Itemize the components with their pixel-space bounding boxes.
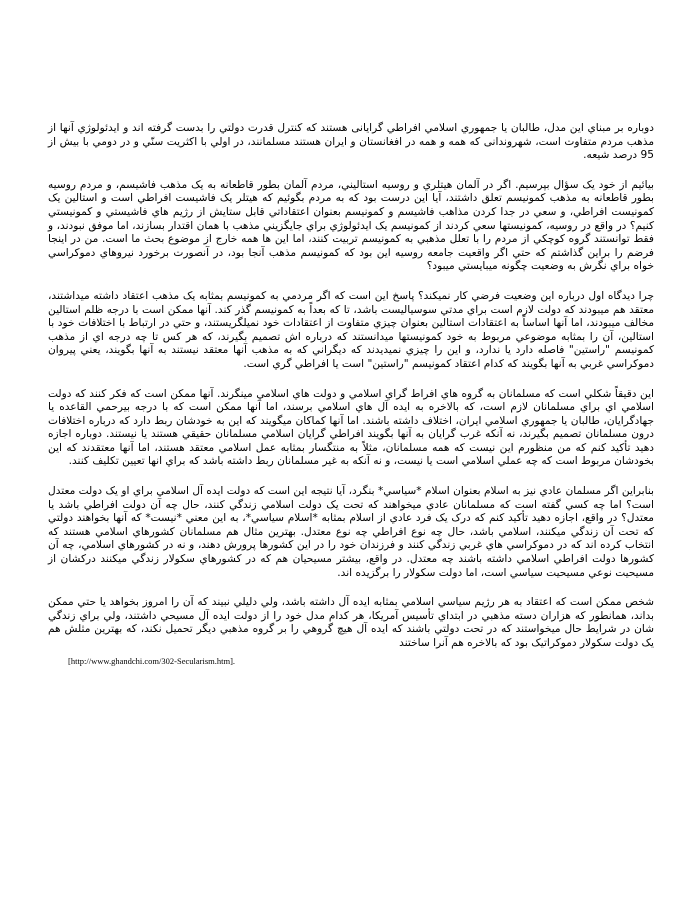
paragraph-5: بنابراين اگر مسلمان عادي نيز به اسلام بعنوان اسلام *سياسي* بنگرد، آيا نتيجه اين است كه دولت ايده آل اسلامي براي او يک دولت معتدل است؟ اما چه كسي گفته است كه مسلمانان عادي ميخواهند كه تحت يک دولت اسلامي زندگي كنند، حال چه آن دولت افراطي باشد يا معتدل؟ در واقع، اجازه دهيد تأكيد كنم كه درک يک فرد عادي از اسلام بمثابه *اسلام سياسي*، به اين معني *نيست* كه آنها بخواهند دولتي كه تحت آن زندگي ميكنند، اسلامي باشد، حال چه نوع افراطي چه نوع معتدل. بهترين مثال هم مسلمانان كشورهاي اسلامي هستند كه انتخاب كرده اند كه در دموكراسي هاي غربي زندگي كنند و فرزندان خود را در اين كشورها پرورش دهند، و نه در كشورهاي اسلامي، چه آن كشورها دولت افراطي اسلامي داشته باشند چه معتدل. در واقع، بيشتر مسيحيان هم كه در كشورهاي سكولار زندگي ميكنند دركشان از مسيحيت نوعي مسيحيت سياسي است، اما دولت سكولار را برگزيده اند.: [48, 485, 654, 579]
paragraph-1: دوباره بر مبناي اين مدل، طالبان يا جمهوري اسلامي افراطي گرايانى هستند كه كنترل قدرت دولتي را بدست گرفته اند و ايدئولوژي آنها از مذهب مردم متفاوت است، شهروندانى كه همه و همه در افغانستان و ايران هستند مسلمانند، در اولي با اكثريت سنّي و در دومي با بيش از 95 درصد شيعه.: [48, 122, 654, 162]
citation-link[interactable]: [http://www.ghandchi.com/302-Secularism.htm].: [68, 655, 236, 666]
document-page: [48, 122, 654, 667]
paragraph-2: بيائيم از خود يک سؤال بپرسيم. اگر در آلمان هيتلري و روسيه استاليني، مردم آلمان بطور قاطعانه به يک مذهب فاشيسم، و مردم روسيه بطور قاطعانه به مذهب كمونيسم تعلق داشتند، آيا اين درست بود كه به مردم بگوئيم كه هيتلر يک فاشيست افراطي است و استالين يک كمونيست افراطي، و سعي در جدا كردن مذاهب فاشيسم و كمونيسم بعنوان اعتقاداتي قابل ستايش از رژيم هاي فاشيستي و كمونيستي كنيم؟ در واقع در روسيه، كمونيستها سعي كردند از كمونيسم يک ايدئولوژي براي جايگزيني مذهب با همان اقتدار بسازند، اما موفق نبودند، و فقط توانستند گروه كوچكي از مردم را با تعلل مذهبي به كمونيسم تربيت كنند، اما اين ها همه خارج از موضوع بحث ما است. من در اينجا فرضم را براين گذاشتم كه حتي اگر واقعيت جامعه روسيه اين بود كه كمونيسم مذهب آنجا بود، در آنصورت برخورد نيروهاي دموكراسي خواه براي نگرش به وضعيت چگونه ميبايستي ميبود؟: [48, 178, 654, 273]
paragraph-3: چرا ديدگاه اول درباره اين وضعيت فرضي كار نميكند؟ پاسخ اين است كه اگر مردمي به كمونيسم بمثابه يک مذهب اعتقاد داشته ميداشتند، معتقد هم ميبودند كه دولت لازم است براي مدتي سوسياليست باشد، تا كه بعداً به كمونيسم گذر كند. آنها ممكن است با درجه ظلم استالين مخالف ميبودند، اما آنها اساساً به اعتقادات استالين بعنوان چيزي متفاوت از اعتقادات خود نميلگريستند، و حتي در ارتباط با اختلافات خود با استالين، آن را بمثابه موضوعي مربوط به خود كمونيستها ميدانستند كه درباره اش تصميم بگيرند، كه هر كس تا چه درجه اي از مذهب كمونيسم "راستين" فاصله دارد يا ندارد، و اين را چيزي نميديدند كه ديگراني كه به مذهب آنها معتقد نيستند به آنها بگويند، يعني پيروان دموكراسي غربي به آنها بگويند كه كدام اعتقاد كمونيسم "راستين" است يا افراطي گري است.: [48, 289, 654, 370]
paragraph-4: اين دقيقاً شكلي است كه مسلمانان به گروه هاي افراط گراي اسلامي و دولت هاي اسلامي مينگرند. آنها ممكن است كه فكر كنند كه دولت اسلامي اي براي مسلمانان لازم است، كه بالاخره به ايده آل هاي اسلامي برسند، اما آنها ممكن است كه با درجه بيرحمي القاعده يا جهادگرايان، طالبان يا جمهوري اسلامي ايران، اختلاف داشته باشند. اما آنها كماكان ميگويند كه اين به خودشان ربط دارد كه درباره اختلافات درون مسلمانان تصميم بگيرند، نه آنكه غرب گرايان به آنها بگويند افراطي گرايان اسلامي مسلمانان حقيقي هستند يا نيستند. دوباره اجازه دهيد تأكيد كنم كه من منظورم اين نيست كه همه مسلمانان، مثلاً به منتگسار بمثابه عمل اسلامي معتقد هستند، اما آنها معتقدند كه اين بخودشان مربوط است كه چه عملي اسلامي است يا نيست، و نه آنكه به غير مسلمانان ربط داشته باشد كه براي انها تعيين تكليف كنند.: [48, 387, 654, 468]
paragraph-6: شخص ممكن است كه اعتقاد به هر رژيم سياسي اسلامي بمثابه ايده آل داشته باشد، ولي دليلي نبيند كه آن را امروز بخواهد يا حتي ممكن بداند، همانطور كه هزاران دسته مذهبي در ابتداي تأسيس آمريكا، هر كدام مدل خود را از دولت ايده آل مسيحي داشتند، ولي براي زندگي شان در شرايط حال ميخواستند كه در تحت دولتي باشند كه ايده آل هيچ گروهي را بر گروه مذهبي ديگر تحميل نكند، كه بهترين مثلش هم يک دولت سكولار دموكراتيک بود كه بالاخره هم آنرا ساختند: [48, 596, 654, 649]
